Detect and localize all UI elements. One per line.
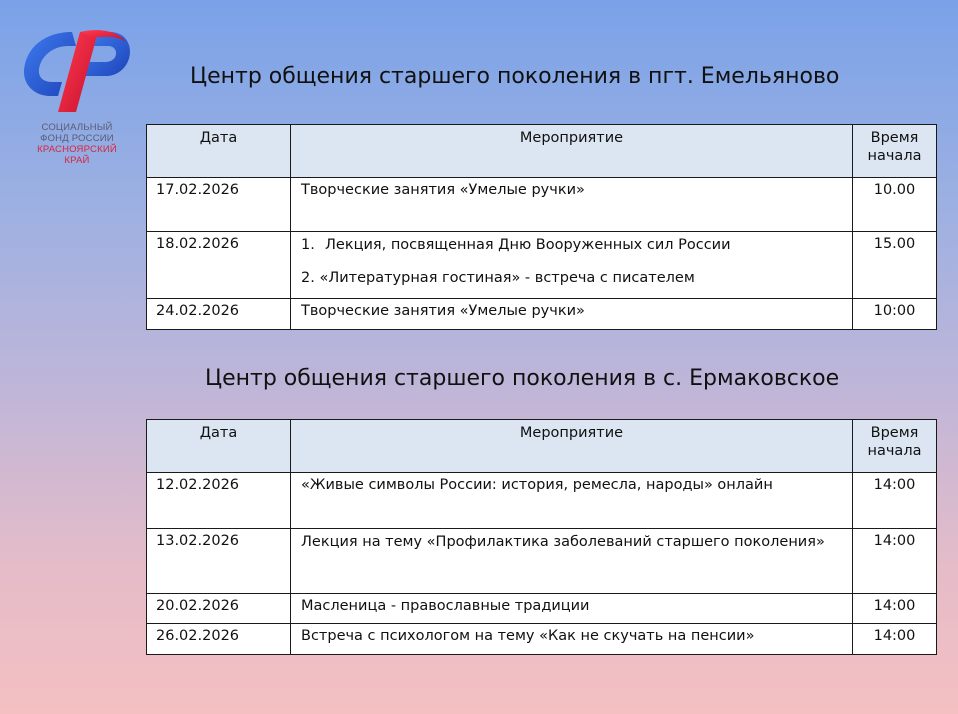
header-event: Мероприятие [291, 420, 853, 473]
row-date: 26.02.2026 [147, 624, 291, 655]
logo-line-2: ФОНД РОССИИ [40, 133, 114, 144]
row-date: 24.02.2026 [147, 299, 291, 330]
row-time: 14:00 [853, 624, 937, 655]
table-row [147, 624, 937, 655]
event-gap [301, 255, 844, 269]
row-date: 18.02.2026 [147, 232, 291, 299]
row-time: 15.00 [853, 232, 937, 299]
logo-line-1: СОЦИАЛЬНЫЙ [41, 122, 113, 133]
header-date: Дата [147, 420, 291, 473]
section-title-ermakovskoe: Центр общения старшего поколения в с. Ермаковское [205, 366, 840, 391]
schedule-table-emelyanovo [146, 124, 937, 330]
logo-line-3: КРАСНОЯРСКИЙ [37, 144, 117, 155]
row-event: Творческие занятия «Умелые ручки» [291, 178, 853, 232]
header-time [853, 125, 937, 178]
logo-caption [18, 122, 136, 166]
table-row [147, 473, 937, 529]
row-time: 10:00 [853, 299, 937, 330]
section-title-emelyanovo: Центр общения старшего поколения в пгт. Емельяново [190, 64, 840, 89]
row-time: 14:00 [853, 594, 937, 624]
row-event: «Живые символы России: история, ремесла, народы» онлайн [291, 473, 853, 529]
header-time-line-1: Время [870, 425, 919, 441]
event-text-a: Лекция, посвященная Дню Вооруженных сил России [325, 237, 731, 253]
row-date: 13.02.2026 [147, 529, 291, 594]
table-row [147, 594, 937, 624]
table-row [147, 299, 937, 330]
table-row [147, 529, 937, 594]
table-row [147, 178, 937, 232]
row-date: 12.02.2026 [147, 473, 291, 529]
table-row [147, 232, 937, 299]
header-date: Дата [147, 125, 291, 178]
table-header-row [147, 420, 937, 473]
row-date: 20.02.2026 [147, 594, 291, 624]
row-time: 14:00 [853, 529, 937, 594]
row-event: Встреча с психологом на тему «Как не скучать на пенсии» [291, 624, 853, 655]
row-date: 17.02.2026 [147, 178, 291, 232]
schedule-table-ermakovskoe [146, 419, 937, 655]
table-header-row [147, 125, 937, 178]
row-event: Масленица - православные традиции [291, 594, 853, 624]
header-time-line-2: начала [867, 148, 922, 164]
header-time-line-2: начала [867, 443, 922, 459]
event-number: 1. [301, 237, 315, 253]
header-event: Мероприятие [291, 125, 853, 178]
event-line-2: 2. «Литературная гостиная» - встреча с писателем [301, 270, 695, 286]
header-time [853, 420, 937, 473]
event-text: Лекция на тему «Профилактика заболеваний старшего поколения» [301, 534, 825, 550]
row-event: Творческие занятия «Умелые ручки» [291, 299, 853, 330]
row-time: 14:00 [853, 473, 937, 529]
sfr-logo-icon [18, 26, 136, 118]
row-event [291, 232, 853, 299]
header-time-line-1: Время [870, 130, 919, 146]
row-event [291, 529, 853, 594]
logo-line-4: КРАЙ [64, 155, 90, 166]
row-time: 10.00 [853, 178, 937, 232]
event-line-1 [301, 236, 844, 255]
